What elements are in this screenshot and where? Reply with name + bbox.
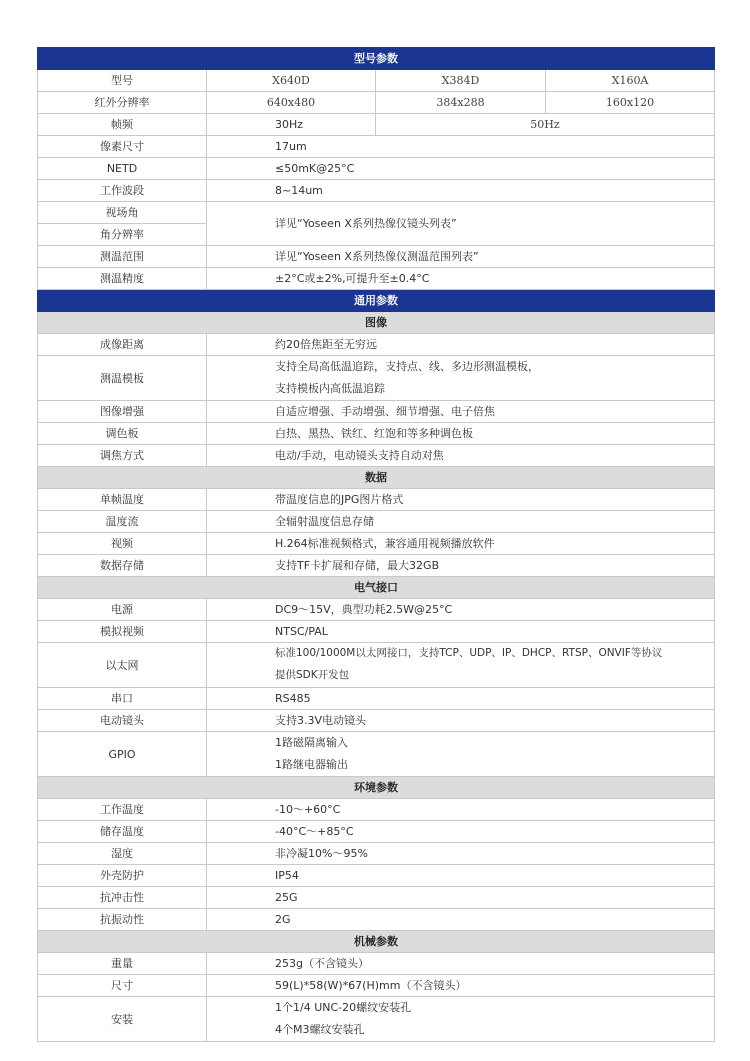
row-value-multiline [207,732,715,777]
row-value: H.264标准视频格式，兼容通用视频播放软件 [207,533,715,555]
table-row [38,202,715,224]
row-label: 数据存储 [38,555,207,577]
table-row [38,865,715,887]
row-label: 电动镜头 [38,710,207,732]
value-line: 1路磁隔离输入 [275,736,348,749]
subsection-row [38,467,715,489]
table-row [38,975,715,997]
subsection-row [38,312,715,334]
row-value: DC9～15V，典型功耗2.5W@25°C [207,599,715,621]
table-row [38,70,715,92]
row-label: 抗振动性 [38,909,207,931]
table-row [38,401,715,423]
row-value: 带温度信息的JPG图片格式 [207,489,715,511]
row-value: 支持3.3V电动镜头 [207,710,715,732]
row-value: ±2°C或±2%,可提升至±0.4°C [207,268,715,290]
value-line: 支持全局高低温追踪，支持点、线、多边形测温模板， [275,360,539,373]
row-value: 自适应增强、手动增强、细节增强、电子倍焦 [207,401,715,423]
row-label: 安装 [38,997,207,1042]
row-label: 调色板 [38,423,207,445]
table-row [38,511,715,533]
row-label: 电源 [38,599,207,621]
model-x640d: X640D [207,70,376,92]
row-value: RS485 [207,688,715,710]
row-label: 温度流 [38,511,207,533]
spec-table [37,47,715,1042]
row-label: 以太网 [38,643,207,688]
table-row [38,92,715,114]
row-label: 重量 [38,953,207,975]
value-line: 支持模板内高低温追踪 [275,382,385,395]
row-value-multiline [207,643,715,688]
row-value: 17um [207,136,715,158]
row-value: 约20倍焦距至无穷远 [207,334,715,356]
subsection-row [38,931,715,953]
value-line: 提供SDK开发包 [275,669,350,681]
row-value-multiline [207,356,715,401]
row-label: 视频 [38,533,207,555]
framerate-x640d: 30Hz [207,114,376,136]
row-value: 支持TF卡扩展和存储，最大32GB [207,555,715,577]
table-row [38,533,715,555]
table-row [38,953,715,975]
row-label: 工作温度 [38,799,207,821]
model-x160a: X160A [546,70,715,92]
table-row [38,710,715,732]
model-x384d: X384D [376,70,546,92]
row-label: GPIO [38,732,207,777]
row-label: 工作波段 [38,180,207,202]
resolution-x160a: 160x120 [546,92,715,114]
row-value: IP54 [207,865,715,887]
table-row [38,599,715,621]
row-value: 59(L)*58(W)*67(H)mm（不含镜头） [207,975,715,997]
row-label: 像素尺寸 [38,136,207,158]
row-label: 尺寸 [38,975,207,997]
value-line: 标准100/1000M以太网接口，支持TCP、UDP、IP、DHCP、RTSP、ONVIF等协议 [275,647,663,659]
row-label: 测温范围 [38,246,207,268]
row-value: 2G [207,909,715,931]
row-value: 253g（不含镜头） [207,953,715,975]
table-row [38,732,715,777]
table-row [38,268,715,290]
row-label: 测温精度 [38,268,207,290]
row-label: 图像增强 [38,401,207,423]
row-value-multiline [207,997,715,1042]
subsection-title-data: 数据 [38,467,715,489]
row-value: NTSC/PAL [207,621,715,643]
row-label: NETD [38,158,207,180]
table-row [38,799,715,821]
table-row [38,621,715,643]
row-value: 全辐射温度信息存储 [207,511,715,533]
table-row [38,158,715,180]
value-line: 1路继电器输出 [275,758,348,771]
row-value: 详见“Yoseen X系列热像仪镜头列表” [207,202,715,246]
row-label: 帧频 [38,114,207,136]
row-label: 角分辨率 [38,224,207,246]
row-label: 抗冲击性 [38,887,207,909]
row-label: 串口 [38,688,207,710]
table-row [38,489,715,511]
section-title-model-params: 型号参数 [38,48,715,70]
table-row [38,688,715,710]
row-label: 单帧温度 [38,489,207,511]
row-value: -10～+60°C [207,799,715,821]
table-row [38,643,715,688]
section-header-row [38,290,715,312]
section-title-general-params: 通用参数 [38,290,715,312]
row-label: 湿度 [38,843,207,865]
table-row [38,246,715,268]
table-row [38,136,715,158]
table-row [38,843,715,865]
row-value: 详见“Yoseen X系列热像仪测温范围列表” [207,246,715,268]
row-value: ≤50mK@25°C [207,158,715,180]
row-label: 成像距离 [38,334,207,356]
row-label: 模拟视频 [38,621,207,643]
table-row [38,334,715,356]
subsection-title-electrical: 电气接口 [38,577,715,599]
row-label: 红外分辨率 [38,92,207,114]
subsection-row [38,577,715,599]
subsection-row [38,777,715,799]
row-value: -40°C～+85°C [207,821,715,843]
resolution-x384d: 384x288 [376,92,546,114]
table-row [38,356,715,401]
row-label: 储存温度 [38,821,207,843]
subsection-title-mechanical: 机械参数 [38,931,715,953]
table-row [38,909,715,931]
row-value: 电动/手动，电动镜头支持自动对焦 [207,445,715,467]
row-label: 测温模板 [38,356,207,401]
table-row [38,180,715,202]
row-value: 8~14um [207,180,715,202]
row-value: 非冷凝10%～95% [207,843,715,865]
subsection-title-environment: 环境参数 [38,777,715,799]
row-value: 白热、黑热、铁红、红饱和等多种调色板 [207,423,715,445]
row-label: 外壳防护 [38,865,207,887]
resolution-x640d: 640x480 [207,92,376,114]
table-row [38,821,715,843]
row-label: 视场角 [38,202,207,224]
subsection-title-image: 图像 [38,312,715,334]
value-line: 4个M3螺纹安装孔 [275,1023,365,1036]
table-row [38,445,715,467]
row-label: 调焦方式 [38,445,207,467]
row-label: 型号 [38,70,207,92]
framerate-x384d-x160a: 50Hz [376,114,715,136]
section-header-row [38,48,715,70]
row-value: 25G [207,887,715,909]
table-row [38,997,715,1042]
value-line: 1个1/4 UNC-20螺纹安装孔 [275,1001,412,1014]
table-row [38,887,715,909]
table-row [38,114,715,136]
table-row [38,423,715,445]
table-row [38,555,715,577]
